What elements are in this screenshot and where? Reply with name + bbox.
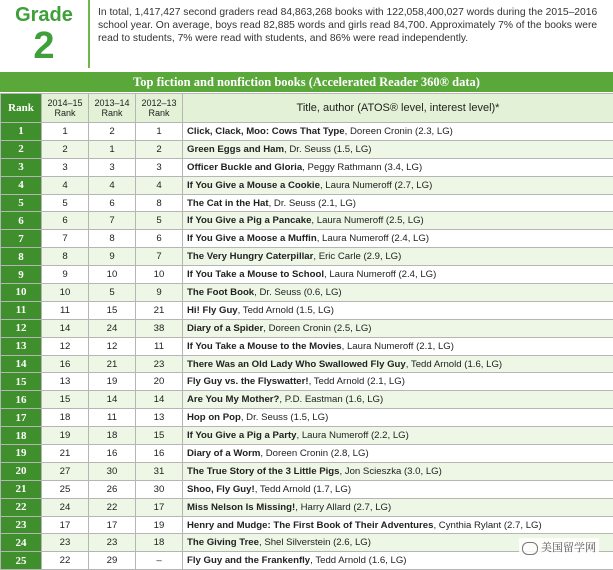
table-row (1, 355, 613, 373)
watermark (519, 538, 599, 556)
book-author-meta: , Harry Allard (2.7, LG) (295, 502, 391, 513)
rank-2013-14-cell: 24 (89, 319, 136, 337)
book-title: Fly Guy vs. the Flyswatter! (187, 376, 309, 387)
table-row (1, 337, 613, 355)
rank-2012-13-cell: 14 (136, 391, 183, 409)
book-author-meta: , Eric Carle (2.9, LG) (313, 251, 401, 262)
rank-2014-15-cell: 5 (42, 194, 89, 212)
rank-2012-13-cell: 19 (136, 516, 183, 534)
book-title: The Cat in the Hat (187, 198, 269, 209)
rank-2014-15-cell: 19 (42, 427, 89, 445)
rank-cell: 21 (1, 480, 42, 498)
books-table (0, 93, 613, 570)
rank-2012-13-cell: 9 (136, 284, 183, 302)
book-author-meta: , Jon Scieszka (3.0, LG) (339, 466, 441, 477)
rank-2013-14-cell: 11 (89, 409, 136, 427)
rank-2012-13-cell: 10 (136, 266, 183, 284)
book-author-meta: , Laura Numeroff (2.1, LG) (342, 341, 454, 352)
rank-2012-13-cell: 16 (136, 445, 183, 463)
rank-cell: 6 (1, 212, 42, 230)
rank-2014-15-cell: 11 (42, 301, 89, 319)
title-cell (183, 391, 613, 409)
rank-2012-13-cell: 13 (136, 409, 183, 427)
book-title: There Was an Old Lady Who Swallowed Fly Guy (187, 359, 406, 370)
book-title: Henry and Mudge: The First Book of Their Adventures (187, 520, 433, 531)
rank-cell: 2 (1, 140, 42, 158)
title-cell (183, 158, 613, 176)
book-title: Fly Guy and the Frankenfly (187, 555, 310, 566)
table-row (1, 284, 613, 302)
rank-cell: 25 (1, 552, 42, 570)
book-author-meta: , Shel Silverstein (2.6, LG) (259, 537, 371, 548)
rank-2012-13-cell: 17 (136, 498, 183, 516)
table-row (1, 140, 613, 158)
book-title: Green Eggs and Ham (187, 144, 284, 155)
table-row (1, 373, 613, 391)
rank-2013-14-cell: 21 (89, 355, 136, 373)
rank-2013-14-cell: 3 (89, 158, 136, 176)
table-row (1, 498, 613, 516)
table-row (1, 445, 613, 463)
rank-2014-15-cell: 13 (42, 373, 89, 391)
rank-2014-15-cell: 9 (42, 266, 89, 284)
book-author-meta: , Tedd Arnold (1.6, LG) (310, 555, 406, 566)
book-title: Officer Buckle and Gloria (187, 162, 302, 173)
rank-2013-14-cell: 9 (89, 248, 136, 266)
rank-2013-14-cell: 17 (89, 516, 136, 534)
title-cell (183, 373, 613, 391)
rank-2014-15-cell: 3 (42, 158, 89, 176)
table-row (1, 516, 613, 534)
col-2012-13: 2012–13 Rank (136, 94, 183, 123)
wechat-icon (522, 542, 538, 555)
book-author-meta: , Laura Numeroff (2.4, LG) (317, 233, 429, 244)
grade-badge (0, 0, 90, 68)
book-author-meta: , Dr. Seuss (1.5, LG) (241, 412, 328, 423)
table-row (1, 409, 613, 427)
rank-2012-13-cell: 6 (136, 230, 183, 248)
rank-cell: 14 (1, 355, 42, 373)
rank-2012-13-cell: 23 (136, 355, 183, 373)
book-author-meta: , Dr. Seuss (1.5, LG) (284, 144, 371, 155)
book-author-meta: , Doreen Cronin (2.3, LG) (345, 126, 453, 137)
rank-2013-14-cell: 10 (89, 266, 136, 284)
rank-2012-13-cell: 5 (136, 212, 183, 230)
rank-2014-15-cell: 16 (42, 355, 89, 373)
rank-cell: 16 (1, 391, 42, 409)
rank-cell: 9 (1, 266, 42, 284)
rank-2012-13-cell: 2 (136, 140, 183, 158)
table-row (1, 427, 613, 445)
col-2014-15: 2014–15 Rank (42, 94, 89, 123)
rank-cell: 3 (1, 158, 42, 176)
title-cell (183, 337, 613, 355)
table-header-row (1, 94, 613, 123)
rank-cell: 11 (1, 301, 42, 319)
rank-2014-15-cell: 21 (42, 445, 89, 463)
book-title: If You Take a Mouse to the Movies (187, 341, 342, 352)
rank-2013-14-cell: 26 (89, 480, 136, 498)
rank-2014-15-cell: 8 (42, 248, 89, 266)
title-cell (183, 319, 613, 337)
title-cell (183, 498, 613, 516)
title-cell (183, 176, 613, 194)
rank-2012-13-cell: 7 (136, 248, 183, 266)
rank-2014-15-cell: 14 (42, 319, 89, 337)
book-author-meta: , Laura Numeroff (2.2, LG) (296, 430, 408, 441)
rank-2013-14-cell: 29 (89, 552, 136, 570)
rank-cell: 19 (1, 445, 42, 463)
title-cell (183, 194, 613, 212)
rank-2012-13-cell: 31 (136, 462, 183, 480)
rank-2014-15-cell: 4 (42, 176, 89, 194)
rank-2014-15-cell: 23 (42, 534, 89, 552)
book-author-meta: , Tedd Arnold (1.6, LG) (406, 359, 502, 370)
rank-2012-13-cell: 38 (136, 319, 183, 337)
rank-cell: 13 (1, 337, 42, 355)
rank-2013-14-cell: 12 (89, 337, 136, 355)
rank-2013-14-cell: 16 (89, 445, 136, 463)
col-title: Title, author (ATOS® level, interest level)* (183, 94, 613, 123)
rank-2014-15-cell: 6 (42, 212, 89, 230)
rank-cell: 17 (1, 409, 42, 427)
book-title: Are You My Mother? (187, 394, 279, 405)
book-author-meta: , Doreen Cronin (2.5, LG) (263, 323, 371, 334)
title-cell (183, 462, 613, 480)
book-title: If You Give a Pig a Party (187, 430, 296, 441)
rank-cell: 23 (1, 516, 42, 534)
rank-2014-15-cell: 22 (42, 552, 89, 570)
book-title: If You Give a Mouse a Cookie (187, 180, 320, 191)
title-cell (183, 445, 613, 463)
rank-2012-13-cell: 4 (136, 176, 183, 194)
rank-2014-15-cell: 2 (42, 140, 89, 158)
rank-cell: 15 (1, 373, 42, 391)
rank-cell: 1 (1, 123, 42, 141)
rank-2012-13-cell: 3 (136, 158, 183, 176)
rank-2014-15-cell: 18 (42, 409, 89, 427)
book-title: Diary of a Spider (187, 323, 263, 334)
table-body (1, 123, 613, 570)
table-row (1, 301, 613, 319)
book-author-meta: , P.D. Eastman (1.6, LG) (279, 394, 383, 405)
rank-2014-15-cell: 17 (42, 516, 89, 534)
table-row (1, 462, 613, 480)
rank-2012-13-cell: 21 (136, 301, 183, 319)
book-author-meta: , Cynthia Rylant (2.7, LG) (433, 520, 541, 531)
book-title: If You Give a Pig a Pancake (187, 215, 311, 226)
rank-2012-13-cell: – (136, 552, 183, 570)
rank-2014-15-cell: 10 (42, 284, 89, 302)
book-author-meta: , Dr. Seuss (0.6, LG) (254, 287, 341, 298)
book-title: If You Give a Moose a Muffin (187, 233, 317, 244)
rank-cell: 5 (1, 194, 42, 212)
book-author-meta: , Tedd Arnold (1.5, LG) (238, 305, 334, 316)
col-rank: Rank (1, 94, 42, 123)
rank-2013-14-cell: 22 (89, 498, 136, 516)
grade-number: 2 (0, 26, 88, 66)
rank-2013-14-cell: 14 (89, 391, 136, 409)
rank-2013-14-cell: 19 (89, 373, 136, 391)
title-cell (183, 409, 613, 427)
table-row (1, 480, 613, 498)
rank-cell: 22 (1, 498, 42, 516)
rank-2012-13-cell: 20 (136, 373, 183, 391)
rank-2013-14-cell: 7 (89, 212, 136, 230)
table-row (1, 123, 613, 141)
rank-cell: 10 (1, 284, 42, 302)
title-cell (183, 230, 613, 248)
book-title: The Foot Book (187, 287, 254, 298)
title-cell (183, 212, 613, 230)
title-cell (183, 516, 613, 534)
table-row (1, 248, 613, 266)
watermark-text: 美国留学网 (541, 542, 596, 554)
book-title: Miss Nelson Is Missing! (187, 502, 295, 513)
rank-2012-13-cell: 8 (136, 194, 183, 212)
title-cell (183, 248, 613, 266)
table-row (1, 319, 613, 337)
rank-cell: 8 (1, 248, 42, 266)
book-author-meta: , Laura Numeroff (2.7, LG) (320, 180, 432, 191)
rank-2012-13-cell: 11 (136, 337, 183, 355)
rank-2013-14-cell: 15 (89, 301, 136, 319)
title-cell (183, 301, 613, 319)
title-cell (183, 284, 613, 302)
title-cell (183, 140, 613, 158)
book-author-meta: , Laura Numeroff (2.5, LG) (311, 215, 423, 226)
rank-cell: 7 (1, 230, 42, 248)
rank-2013-14-cell: 30 (89, 462, 136, 480)
table-row (1, 391, 613, 409)
title-cell (183, 427, 613, 445)
rank-2013-14-cell: 6 (89, 194, 136, 212)
rank-cell: 18 (1, 427, 42, 445)
rank-2013-14-cell: 4 (89, 176, 136, 194)
rank-cell: 4 (1, 176, 42, 194)
table-title: Top fiction and nonfiction books (Accelerated Reader 360® data) (0, 72, 613, 92)
book-author-meta: , Tedd Arnold (2.1, LG) (309, 376, 405, 387)
table-row (1, 158, 613, 176)
book-author-meta: , Doreen Cronin (2.8, LG) (260, 448, 368, 459)
rank-2012-13-cell: 1 (136, 123, 183, 141)
book-title: If You Take a Mouse to School (187, 269, 324, 280)
rank-2014-15-cell: 24 (42, 498, 89, 516)
book-author-meta: , Peggy Rathmann (3.4, LG) (302, 162, 422, 173)
title-cell (183, 480, 613, 498)
rank-2014-15-cell: 15 (42, 391, 89, 409)
book-author-meta: , Dr. Seuss (2.1, LG) (269, 198, 356, 209)
rank-2013-14-cell: 23 (89, 534, 136, 552)
book-title: Shoo, Fly Guy! (187, 484, 255, 495)
table-row (1, 230, 613, 248)
col-2013-14: 2013–14 Rank (89, 94, 136, 123)
rank-2014-15-cell: 7 (42, 230, 89, 248)
book-title: Diary of a Worm (187, 448, 260, 459)
title-cell (183, 266, 613, 284)
book-title: Hi! Fly Guy (187, 305, 238, 316)
book-title: The True Story of the 3 Little Pigs (187, 466, 339, 477)
rank-2013-14-cell: 8 (89, 230, 136, 248)
rank-2013-14-cell: 18 (89, 427, 136, 445)
table-row (1, 212, 613, 230)
intro-paragraph: In total, 1,417,427 second graders read 84,863,268 books with 122,058,400,027 words during the 2015–2016 school year. On average, boys read 82,885 words and girls read 84,700. Approximately 7% of the books were read to students, 7% were read with students, and 86% were read independently. (98, 6, 606, 45)
rank-2013-14-cell: 2 (89, 123, 136, 141)
book-title: The Very Hungry Caterpillar (187, 251, 313, 262)
rank-2012-13-cell: 15 (136, 427, 183, 445)
rank-cell: 12 (1, 319, 42, 337)
table-row (1, 194, 613, 212)
title-cell (183, 123, 613, 141)
book-title: Hop on Pop (187, 412, 241, 423)
rank-cell: 24 (1, 534, 42, 552)
rank-2013-14-cell: 5 (89, 284, 136, 302)
rank-2013-14-cell: 1 (89, 140, 136, 158)
rank-2014-15-cell: 1 (42, 123, 89, 141)
title-cell (183, 355, 613, 373)
book-title: The Giving Tree (187, 537, 259, 548)
book-author-meta: , Laura Numeroff (2.4, LG) (324, 269, 436, 280)
rank-2012-13-cell: 18 (136, 534, 183, 552)
rank-2012-13-cell: 30 (136, 480, 183, 498)
book-author-meta: , Tedd Arnold (1.7, LG) (255, 484, 351, 495)
table-row (1, 176, 613, 194)
rank-2014-15-cell: 25 (42, 480, 89, 498)
rank-2014-15-cell: 27 (42, 462, 89, 480)
book-title: Click, Clack, Moo: Cows That Type (187, 126, 345, 137)
rank-2014-15-cell: 12 (42, 337, 89, 355)
rank-cell: 20 (1, 462, 42, 480)
table-row (1, 266, 613, 284)
grade-header (0, 0, 613, 68)
grade-label: Grade (0, 4, 88, 27)
